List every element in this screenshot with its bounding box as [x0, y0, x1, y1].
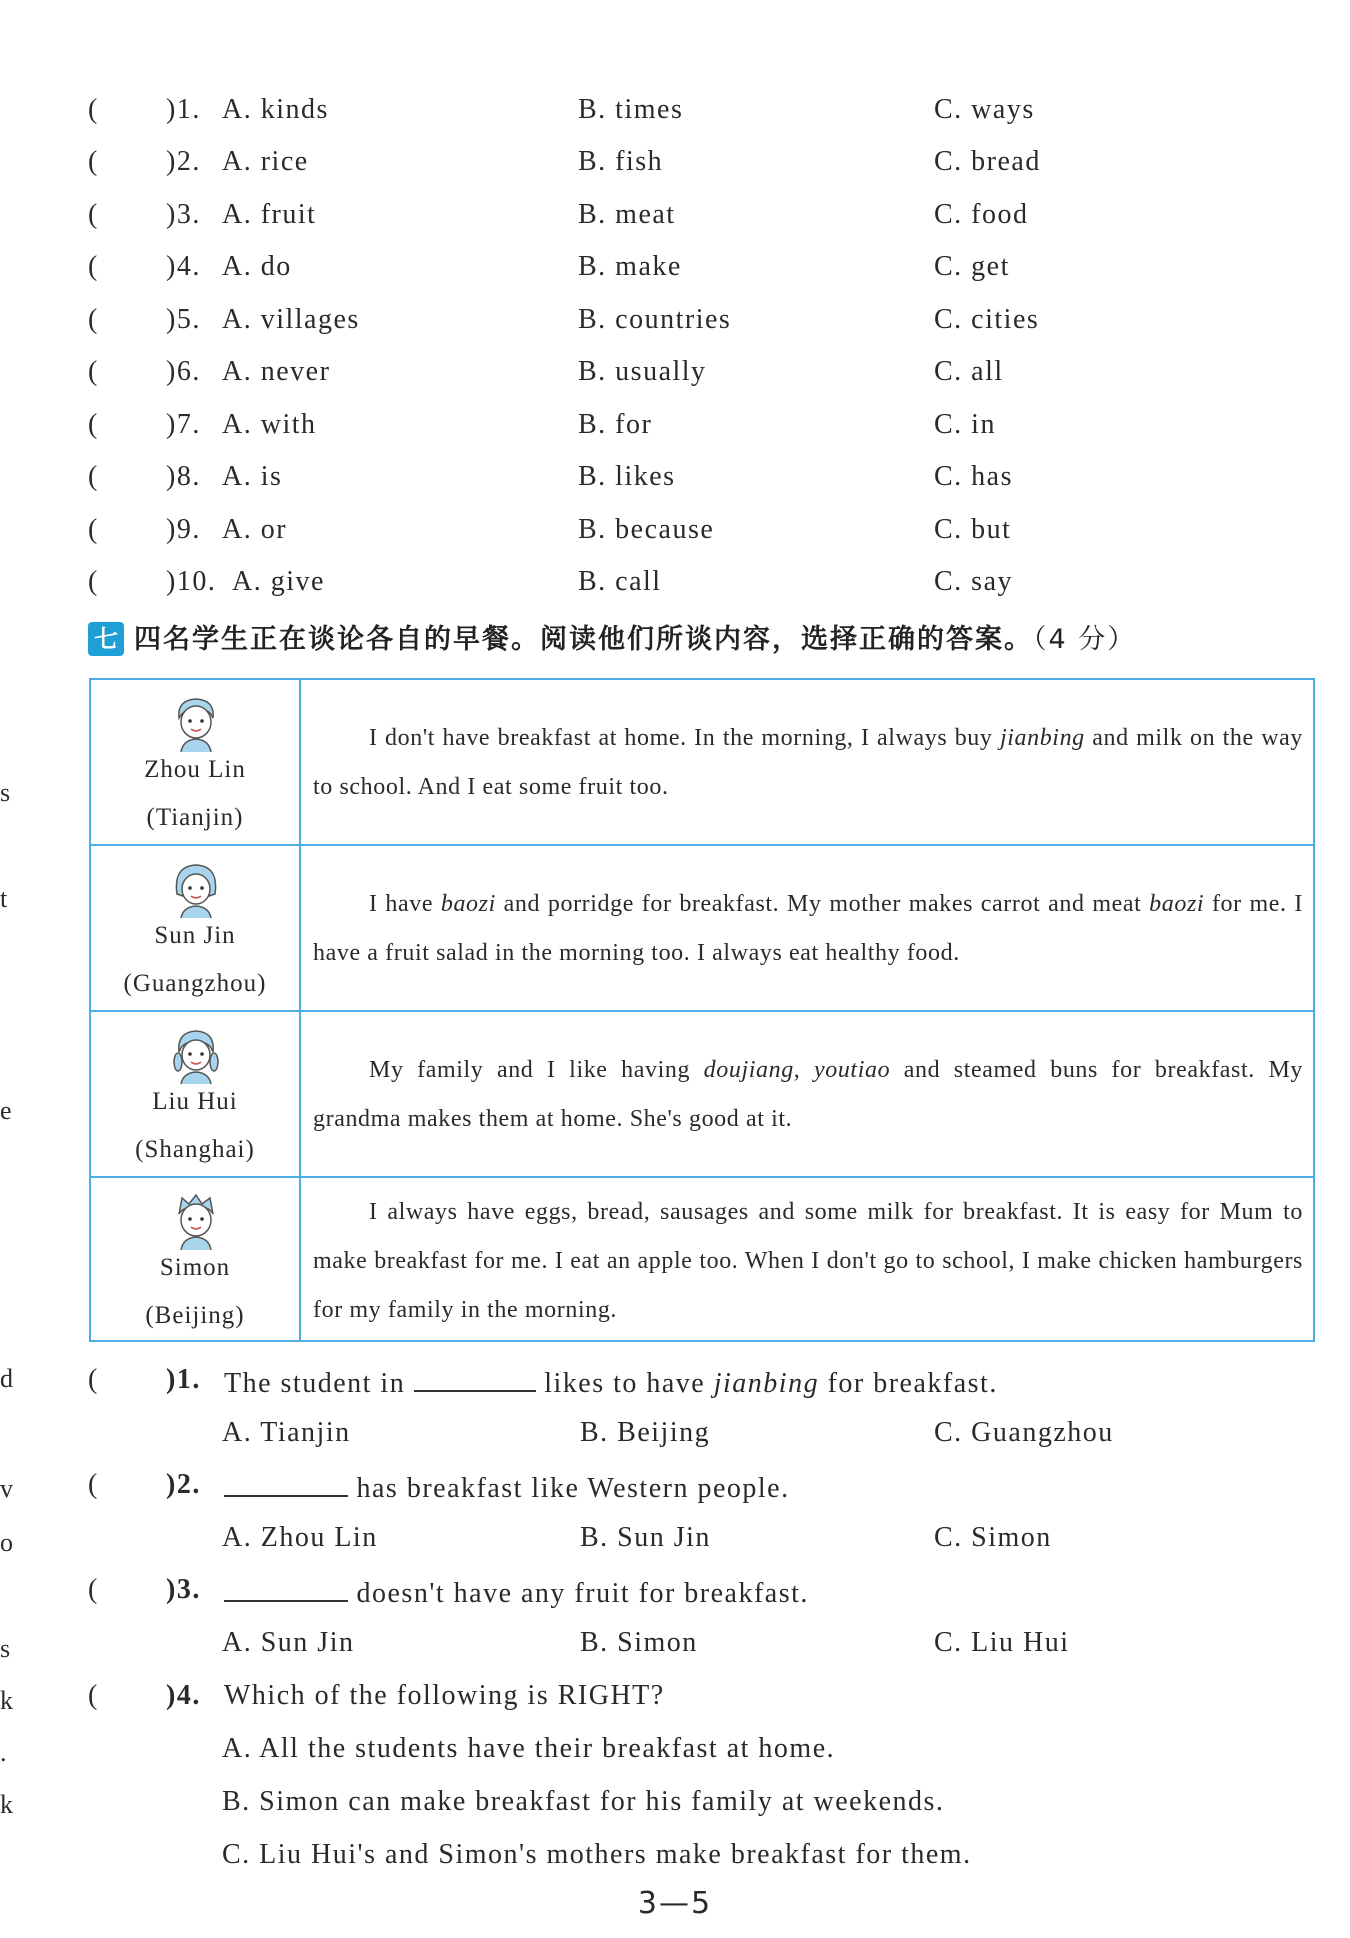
student-profile	[91, 846, 301, 1010]
option-c: C. bread	[934, 146, 1041, 177]
text-part: I have	[369, 891, 441, 917]
text-part: I don't have breakfast at home. In the morning, I always buy	[369, 725, 1000, 751]
girl-braids-avatar-icon	[169, 1026, 223, 1084]
text-part: for me. I have a fruit salad in the morning too. I always eat healthy food.	[313, 891, 1304, 966]
stem-text: likes to have	[535, 1368, 714, 1399]
text-part: My family and I like having	[369, 1057, 704, 1083]
text-part: ,	[793, 1057, 814, 1083]
student-city: (Beijing)	[145, 1302, 245, 1329]
section-score: （4 分）	[1033, 624, 1137, 655]
answer-blank[interactable]	[224, 1574, 348, 1602]
question-stem	[224, 1469, 790, 1505]
boy-spiky-avatar-icon	[169, 1192, 223, 1250]
mc-question-6	[0, 356, 1350, 408]
mc-question-5	[0, 304, 1350, 356]
question-3	[0, 1574, 1350, 1624]
student-profile	[91, 680, 301, 844]
answer-paren-open[interactable]: (	[88, 199, 99, 230]
option-b: B. Simon can make breakfast for his family at weekends.	[222, 1786, 945, 1817]
option-b: B. for	[578, 409, 653, 440]
question-2-options	[0, 1522, 1350, 1572]
question-number: )1.	[166, 1364, 201, 1395]
option-a: A. All the students have their breakfast at home.	[222, 1733, 836, 1764]
question-number: )2.	[166, 1469, 201, 1500]
stem-text: for breakfast.	[819, 1368, 998, 1399]
option-a: A. with	[222, 409, 317, 440]
question-stem	[224, 1364, 998, 1400]
student-profile	[91, 1012, 301, 1176]
question-number: )5.	[166, 304, 201, 335]
section-title-text: 四名学生正在谈论各自的早餐。阅读他们所谈内容，选择正确的答案。	[134, 624, 1033, 655]
mc-question-3	[0, 199, 1350, 251]
option-c: C. but	[934, 514, 1012, 545]
edge-letter: .	[0, 1738, 7, 1767]
edge-letter: o	[0, 1528, 13, 1557]
option-b: B. meat	[578, 199, 676, 230]
answer-paren-open[interactable]: (	[88, 146, 99, 177]
question-number: )9.	[166, 514, 201, 545]
student-name: Sun Jin	[154, 922, 236, 949]
option-b: B. Beijing	[580, 1417, 711, 1448]
text-part: and steamed buns for breakfast. My grandma makes them at home. She's good at it.	[313, 1057, 1303, 1132]
answer-paren-open[interactable]: (	[88, 356, 99, 387]
answer-blank[interactable]	[224, 1469, 348, 1497]
question-number: )3.	[166, 199, 201, 230]
question-number: )8.	[166, 461, 201, 492]
text-italic: baozi	[440, 891, 496, 917]
question-4-option-c	[0, 1839, 1350, 1889]
option-c: C. all	[934, 356, 1004, 387]
option-a: A. do	[222, 251, 292, 282]
answer-paren-open[interactable]: (	[88, 304, 99, 335]
answer-paren-open[interactable]: (	[88, 1364, 99, 1395]
mc-question-7	[0, 409, 1350, 461]
boy-avatar-icon	[169, 694, 223, 752]
stem-text: The student in	[224, 1368, 414, 1399]
option-a: A. fruit	[222, 199, 317, 230]
mc-question-10	[0, 566, 1350, 618]
student-name: Simon	[159, 1254, 231, 1281]
answer-blank[interactable]	[414, 1364, 536, 1392]
question-1-options	[0, 1417, 1350, 1467]
girl-avatar-icon	[169, 860, 223, 918]
section-heading	[88, 620, 1328, 660]
mc-question-8	[0, 461, 1350, 513]
option-c: C. get	[934, 251, 1010, 282]
stem-text: doesn't have any fruit for breakfast.	[348, 1578, 809, 1609]
text-italic: youtiao	[813, 1057, 891, 1083]
section-title	[134, 620, 1136, 660]
edge-letter: d	[0, 1364, 13, 1393]
answer-paren-open[interactable]: (	[88, 1680, 99, 1711]
section-number-badge: 七	[88, 622, 124, 656]
answer-paren-open[interactable]: (	[88, 514, 99, 545]
edge-letter: v	[0, 1474, 13, 1503]
option-a: A. or	[222, 514, 288, 545]
option-b: B. call	[578, 566, 662, 597]
student-text: I always have eggs, bread, sausages and some milk for breakfast. It is easy for Mum to make breakfast for me. I eat an apple too. When I don't go to school, I make chicken hamburgers for my family in the morning.	[313, 1199, 1303, 1323]
option-c: C. cities	[934, 304, 1040, 335]
student-row-sun-jin	[91, 846, 1313, 1012]
option-b: B. Simon	[580, 1627, 698, 1658]
answer-paren-open[interactable]: (	[88, 461, 99, 492]
option-b: B. times	[578, 94, 684, 125]
option-c: C. Guangzhou	[934, 1417, 1114, 1448]
question-1	[0, 1364, 1350, 1414]
edge-letter: k	[0, 1790, 13, 1819]
question-number: )4.	[166, 1680, 201, 1711]
text-part: and milk on the way to school. And I eat some fruit too.	[313, 725, 1303, 800]
answer-paren-open[interactable]: (	[88, 409, 99, 440]
page-number: 3—5	[637, 1886, 713, 1921]
option-c: C. in	[934, 409, 996, 440]
question-number: )6.	[166, 356, 201, 387]
option-c: C. ways	[934, 94, 1035, 125]
question-number: )1.	[166, 94, 201, 125]
edge-letter: s	[0, 778, 11, 807]
option-a: A. is	[222, 461, 283, 492]
mc-question-1	[0, 94, 1350, 146]
option-b: B. because	[578, 514, 715, 545]
mc-question-9	[0, 514, 1350, 566]
option-b: B. usually	[578, 356, 707, 387]
option-a: A. rice	[222, 146, 309, 177]
option-b: B. countries	[578, 304, 732, 335]
question-number: )2.	[166, 146, 201, 177]
question-number: )3.	[166, 1574, 201, 1605]
option-a: A. Zhou Lin	[222, 1522, 378, 1553]
option-c: C. Liu Hui's and Simon's mothers make breakfast for them.	[222, 1839, 972, 1870]
option-c: C. say	[934, 566, 1013, 597]
text-italic: baozi	[1149, 891, 1205, 917]
option-a: A. kinds	[222, 94, 329, 125]
question-number: )7.	[166, 409, 201, 440]
student-text	[313, 714, 1303, 812]
option-c: C. food	[934, 199, 1029, 230]
student-profile	[91, 1178, 301, 1340]
question-number: )10.	[166, 566, 217, 597]
edge-letter: e	[0, 1096, 12, 1125]
edge-letter: t	[0, 884, 8, 913]
student-city: (Shanghai)	[135, 1136, 255, 1163]
option-b: B. Sun Jin	[580, 1522, 711, 1553]
option-b: B. fish	[578, 146, 664, 177]
answer-paren-open[interactable]: (	[88, 1469, 99, 1500]
answer-paren-open[interactable]: (	[88, 566, 99, 597]
student-text	[313, 1046, 1303, 1144]
breakfast-reading-table	[89, 678, 1315, 1342]
answer-paren-open[interactable]: (	[88, 94, 99, 125]
student-row-liu-hui	[91, 1012, 1313, 1178]
option-b: B. make	[578, 251, 682, 282]
option-c: C. Liu Hui	[934, 1627, 1070, 1658]
option-a: A. give	[232, 566, 325, 597]
mc-question-4	[0, 251, 1350, 303]
answer-paren-open[interactable]: (	[88, 1574, 99, 1605]
question-stem: Which of the following is RIGHT?	[224, 1680, 665, 1711]
student-text	[313, 880, 1303, 978]
option-a: A. villages	[222, 304, 360, 335]
stem-italic: jianbing	[713, 1368, 820, 1399]
edge-letter: k	[0, 1686, 13, 1715]
student-name: Liu Hui	[152, 1088, 238, 1115]
question-4	[0, 1680, 1350, 1730]
stem-text: has breakfast like Western people.	[348, 1473, 790, 1504]
student-city: (Tianjin)	[146, 804, 244, 831]
option-c: C. has	[934, 461, 1013, 492]
mc-question-2	[0, 146, 1350, 198]
text-part: and porridge for breakfast. My mother makes carrot and meat	[495, 891, 1150, 917]
option-c: C. Simon	[934, 1522, 1052, 1553]
student-row-simon	[91, 1178, 1313, 1340]
edge-letter: s	[0, 1634, 11, 1663]
student-name: Zhou Lin	[144, 756, 246, 783]
option-a: A. Tianjin	[222, 1417, 351, 1448]
question-stem	[224, 1574, 809, 1610]
question-4-option-b	[0, 1786, 1350, 1836]
option-a: A. never	[222, 356, 331, 387]
question-4-option-a	[0, 1733, 1350, 1783]
student-city: (Guangzhou)	[123, 970, 267, 997]
question-3-options	[0, 1627, 1350, 1677]
text-italic: jianbing	[999, 725, 1085, 751]
option-a: A. Sun Jin	[222, 1627, 355, 1658]
student-row-zhou-lin	[91, 680, 1313, 846]
question-number: )4.	[166, 251, 201, 282]
text-italic: doujiang	[703, 1057, 794, 1083]
answer-paren-open[interactable]: (	[88, 251, 99, 282]
option-b: B. likes	[578, 461, 676, 492]
question-2	[0, 1469, 1350, 1519]
